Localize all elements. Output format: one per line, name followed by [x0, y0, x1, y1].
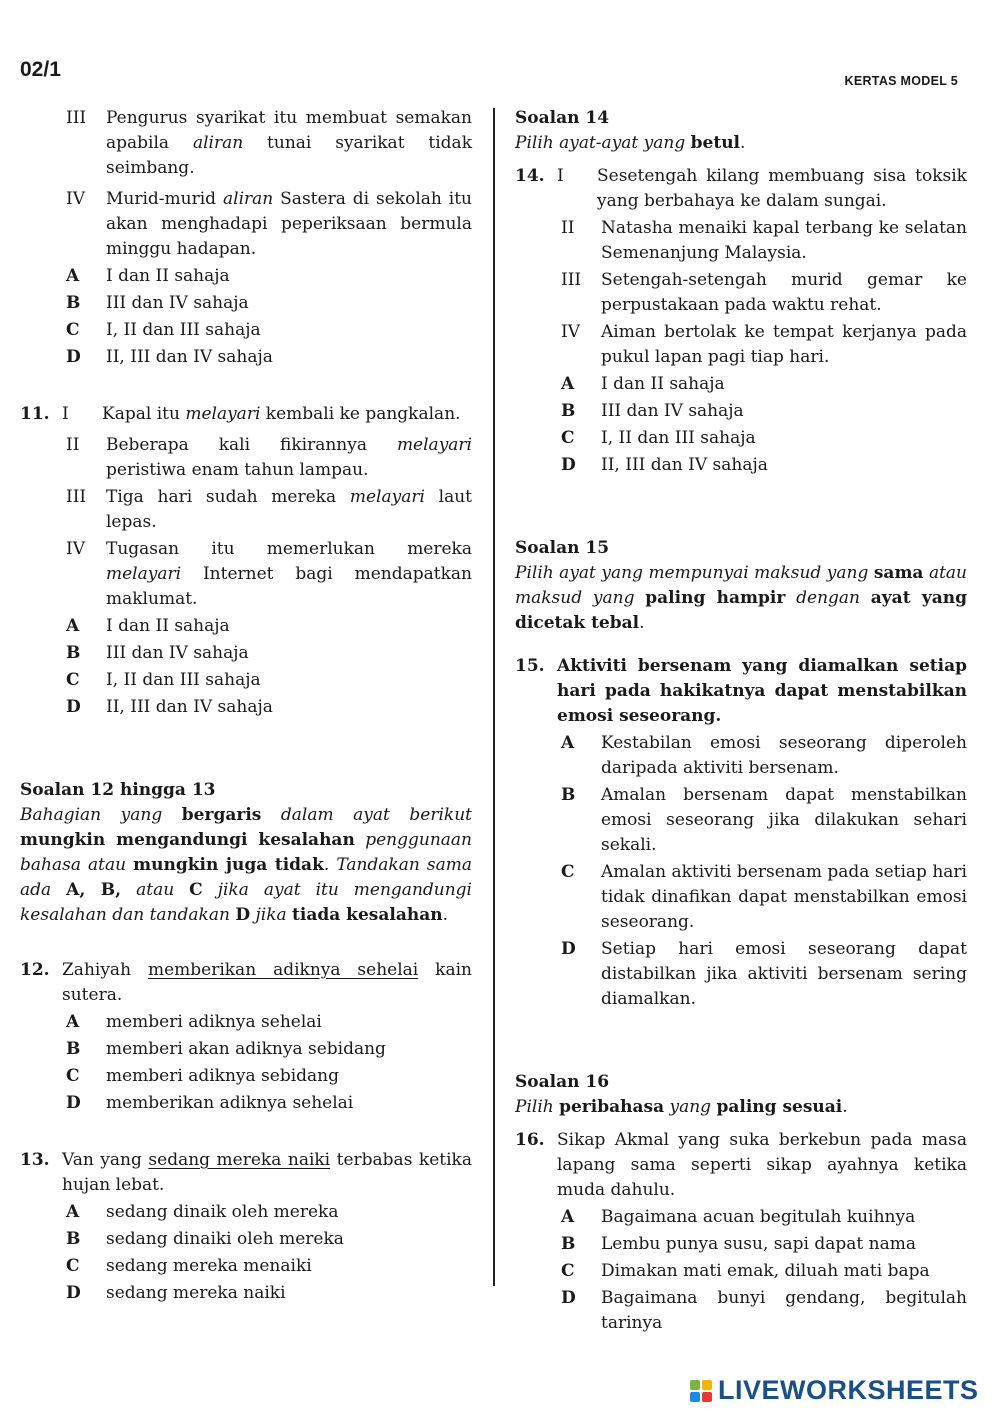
statement-text: Pengurus syarikat itu membuat semakan apabila aliran tunai syarikat tidak seimbang. — [106, 108, 472, 178]
option-b[interactable]: B sedang dinaiki oleh mereka — [66, 1229, 344, 1249]
statement: IV Aiman bertolak ke tempat kerjanya pada pukul lapan pagi tiap hari. — [561, 322, 967, 367]
option-d[interactable]: D sedang mereka naiki — [66, 1283, 286, 1303]
statement: IV Tugasan itu memerlukan mereka melayari Internet bagi mendapatkan maklumat. — [66, 539, 472, 609]
section-instructions: Pilih ayat-ayat yang betul. — [515, 133, 746, 153]
question-14 — [515, 164, 967, 478]
question-stem: 13. Van yang sedang mereka naiki terbabas ketika hujan lebat. — [20, 1150, 472, 1195]
option-d[interactable]: D II, III dan IV sahaja — [66, 347, 273, 367]
section-instructions: Pilih peribahasa yang paling sesuai. — [515, 1097, 848, 1117]
question-11 — [20, 402, 472, 720]
underlined-phrase: memberikan adiknya sehelai — [147, 960, 419, 980]
options — [20, 1010, 472, 1116]
section-14-instructions — [515, 106, 967, 156]
option-a[interactable]: A I dan II sahaja — [561, 374, 725, 394]
option-b[interactable]: B memberi akan adiknya sebidang — [66, 1039, 386, 1059]
question-stem — [515, 1128, 967, 1203]
option-d[interactable]: D Setiap hari emosi seseorang dapat distabilkan jika aktiviti bersenam sering diamalkan. — [561, 939, 967, 1009]
section-instructions: Bahagian yang bergaris dalam ayat berikut mungkin mengandungi kesalahan penggunaan bahasa atau mungkin juga tidak. Tandakan sama ada A, B, atau C jika ayat itu mengandungi kesalahan dan tandakan D jika tiada kesalahan. — [20, 805, 472, 925]
question-stem — [515, 654, 967, 729]
options — [515, 1205, 967, 1336]
left-column — [20, 106, 472, 1308]
option-c[interactable]: C I, II dan III sahaja — [66, 320, 261, 340]
statement: II Natasha menaiki kapal terbang ke selatan Semenanjung Malaysia. — [561, 218, 967, 263]
section-title: Soalan 15 — [515, 538, 610, 558]
question-number: 14. — [515, 166, 545, 186]
section-instructions: Pilih ayat yang mempunyai maksud yang sama atau maksud yang paling hampir dengan ayat yang dicetak tebal. — [515, 563, 967, 633]
option-c[interactable]: C memberi adiknya sebidang — [66, 1066, 340, 1086]
section-title: Soalan 12 hingga 13 — [20, 780, 216, 800]
option-c[interactable]: C sedang mereka menaiki — [66, 1256, 312, 1276]
option-a[interactable]: A memberi adiknya sehelai — [66, 1012, 322, 1032]
options — [515, 372, 967, 478]
section-15-instructions — [515, 536, 967, 636]
option-c[interactable]: C I, II dan III sahaja — [66, 670, 261, 690]
option-b[interactable]: B III dan IV sahaja — [66, 643, 249, 663]
option-a[interactable]: A Kestabilan emosi seseorang diperoleh daripada aktiviti bersenam. — [561, 733, 967, 778]
liveworksheets-logo[interactable] — [690, 1375, 979, 1406]
header-code: 02/1 — [20, 58, 61, 81]
option-a[interactable]: A I dan II sahaja — [66, 616, 230, 636]
underlined-phrase: sedang mereka naiki — [148, 1150, 331, 1170]
options — [20, 1200, 472, 1306]
section-title: Soalan 16 — [515, 1072, 610, 1092]
question-number: 11. — [20, 404, 50, 424]
statement: 11. I Kapal itu melayari kembali ke pangkalan. — [20, 402, 472, 427]
option-b[interactable]: B Amalan bersenam dapat menstabilkan emosi seseorang jika dilakukan sehari sekali. — [561, 785, 967, 855]
question-number: 12. — [20, 960, 50, 980]
question-number: 16. — [515, 1130, 545, 1150]
options — [515, 731, 967, 1012]
option-d[interactable]: D Bagaimana bunyi gendang, begitulah tarinya — [561, 1288, 967, 1333]
question-10-continued — [20, 106, 472, 370]
column-divider — [493, 108, 495, 1286]
question-15 — [515, 654, 967, 1012]
statement-text: Murid-murid aliran Sastera di sekolah itu akan menghadapi peperiksaan bermula minggu hadapan. — [106, 189, 472, 259]
statement: III Tiga hari sudah mereka melayari laut lepas. — [66, 487, 472, 532]
right-column — [515, 106, 967, 1338]
option-a[interactable]: A sedang dinaik oleh mereka — [66, 1202, 339, 1222]
logo-text: LIVEWORKSHEETS — [718, 1375, 979, 1405]
question-stem-text: Sikap Akmal yang suka berkebun pada masa lapang sama seperti sikap ayahnya ketika muda dahulu. — [557, 1130, 967, 1200]
header-paper: KERTAS MODEL 5 — [844, 74, 958, 88]
roman-numeral: III — [66, 108, 87, 128]
option-b[interactable]: B Lembu punya susu, sapi dapat nama — [561, 1234, 916, 1254]
option-a[interactable]: A I dan II sahaja — [66, 266, 230, 286]
statement: II Beberapa kali fikirannya melayari peristiwa enam tahun lampau. — [66, 435, 472, 480]
options — [20, 614, 472, 720]
statement — [20, 106, 472, 181]
option-d[interactable]: D memberikan adiknya sehelai — [66, 1093, 354, 1113]
option-b[interactable]: B III dan IV sahaja — [561, 401, 744, 421]
option-c[interactable]: C Amalan aktiviti bersenam pada setiap hari tidak dinafikan dapat menstabilkan emosi seseorang. — [561, 862, 967, 932]
option-c[interactable]: C I, II dan III sahaja — [561, 428, 756, 448]
option-b[interactable]: B III dan IV sahaja — [66, 293, 249, 313]
question-12 — [20, 958, 472, 1116]
question-13 — [20, 1148, 472, 1306]
question-number: 15. — [515, 656, 545, 676]
options — [20, 264, 472, 370]
statement: III Setengah-setengah murid gemar ke perpustakaan pada waktu rehat. — [561, 270, 967, 315]
question-stem: 12. Zahiyah memberikan adiknya sehelai kain sutera. — [20, 960, 472, 1005]
section-16-instructions — [515, 1070, 967, 1120]
logo-grid-icon — [690, 1380, 712, 1402]
section-12-13-instructions — [20, 778, 472, 928]
question-16 — [515, 1128, 967, 1336]
option-c[interactable]: C Dimakan mati emak, diluah mati bapa — [561, 1261, 930, 1281]
option-d[interactable]: D II, III dan IV sahaja — [66, 697, 273, 717]
option-d[interactable]: D II, III dan IV sahaja — [561, 455, 768, 475]
statement — [20, 187, 472, 262]
statement: 14. I Sesetengah kilang membuang sisa toksik yang berbahaya ke dalam sungai. — [515, 166, 967, 211]
question-number: 13. — [20, 1150, 50, 1170]
roman-numeral: IV — [66, 189, 85, 209]
option-a[interactable]: A Bagaimana acuan begitulah kuihnya — [561, 1207, 916, 1227]
section-title: Soalan 14 — [515, 108, 610, 128]
question-stem-text: Aktiviti bersenam yang diamalkan setiap hari pada hakikatnya dapat menstabilkan emosi seseorang. — [557, 656, 967, 726]
